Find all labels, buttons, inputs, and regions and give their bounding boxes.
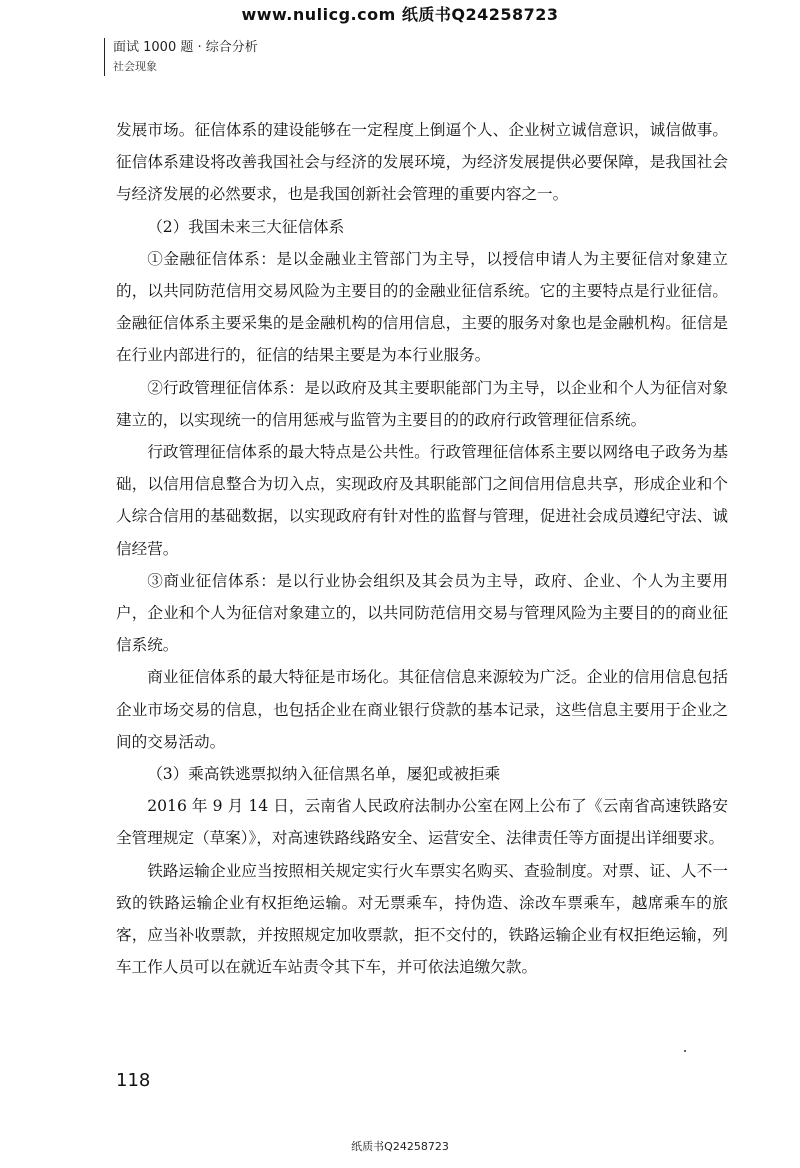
- book-title: 面试 1000 题 · 综合分析: [113, 40, 258, 55]
- subheading-2: （2）我国未来三大征信体系: [147, 217, 345, 236]
- section-title: 社会现象: [113, 60, 157, 73]
- paragraph-commercial-credit-feature: 商业征信体系的最大特征是市场化。其征信信息来源较为广泛。企业的信用信息包括企业市场交易的信息，也包括企业在商业银行贷款的基本记录，这些信息主要用于企业之间的交易活动。: [116, 668, 728, 751]
- page-number: 118: [116, 1070, 151, 1091]
- running-head: [104, 38, 258, 76]
- paragraph-commercial-credit: ③商业征信体系：是以行业协会组织及其会员为主导，政府、企业、个人为主要用户，企业和个人为征信对象建立的，以共同防范信用交易与管理风险为主要目的的商业征信系统。: [116, 571, 728, 655]
- paragraph-yunnan-regulation: 2016 年 9 月 14 日，云南省人民政府法制办公室在网上公布了《云南省高速铁路安全管理规定（草案）》，对高速铁路线路安全、运营安全、法律责任等方面提出详细要求。: [116, 797, 728, 848]
- subheading-3: （3）乘高铁逃票拟纳入征信黑名单，屡犯或被拒乘: [147, 765, 501, 784]
- paragraph-railway-rules: 铁路运输企业应当按照相关规定实行火车票实名购买、查验制度。对票、证、人不一致的铁路运输企业有权拒绝运输。对无票乘车，持伪造、涂改车票乘车，越席乘车的旅客，应当补收票款，并按照规定加收票款，拒不交付的，铁路运输企业有权拒绝运输，列车工作人员可以在就近车站责令其下车，并可依法追缴欠款。: [116, 861, 728, 977]
- scan-speck: [684, 1050, 686, 1052]
- watermark-bottom: 纸质书Q24258723: [351, 1140, 449, 1153]
- paragraph-1: 发展市场。征信体系的建设能够在一定程度上倒逼个人、企业树立诚信意识，诚信做事。征信体系建设将改善我国社会与经济的发展环境，为经济发展提供必要保障，是我国社会与经济发展的必然要求，也是我国创新社会管理的重要内容之一。: [116, 121, 728, 204]
- paragraph-financial-credit: ①金融征信体系：是以金融业主管部门为主导，以授信申请人为主要征信对象建立的，以共同防范信用交易风险为主要目的的金融业征信系统。它的主要特点是行业征信。金融征信体系主要采集的是金融机构的信用信息，主要的服务对象也是金融机构。征信是在行业内部进行的，征信的结果主要是为本行业服务。: [116, 249, 728, 365]
- paragraph-admin-credit: ②行政管理征信体系：是以政府及其主要职能部门为主导，以企业和个人为征信对象建立的，以实现统一的信用惩戒与监管为主要目的的政府行政管理征信系统。: [116, 378, 728, 429]
- watermark-top: www.nulicg.com 纸质书Q24258723: [241, 5, 559, 24]
- paragraph-admin-credit-feature: 行政管理征信体系的最大特点是公共性。行政管理征信体系主要以网络电子政务为基础，以信用信息整合为切入点，实现政府及其职能部门之间信用信息共享，形成企业和个人综合信用的基础数据，以实现政府有针对性的监督与管理，促进社会成员遵纪守法、诚信经营。: [116, 443, 728, 558]
- page-body: [116, 114, 728, 983]
